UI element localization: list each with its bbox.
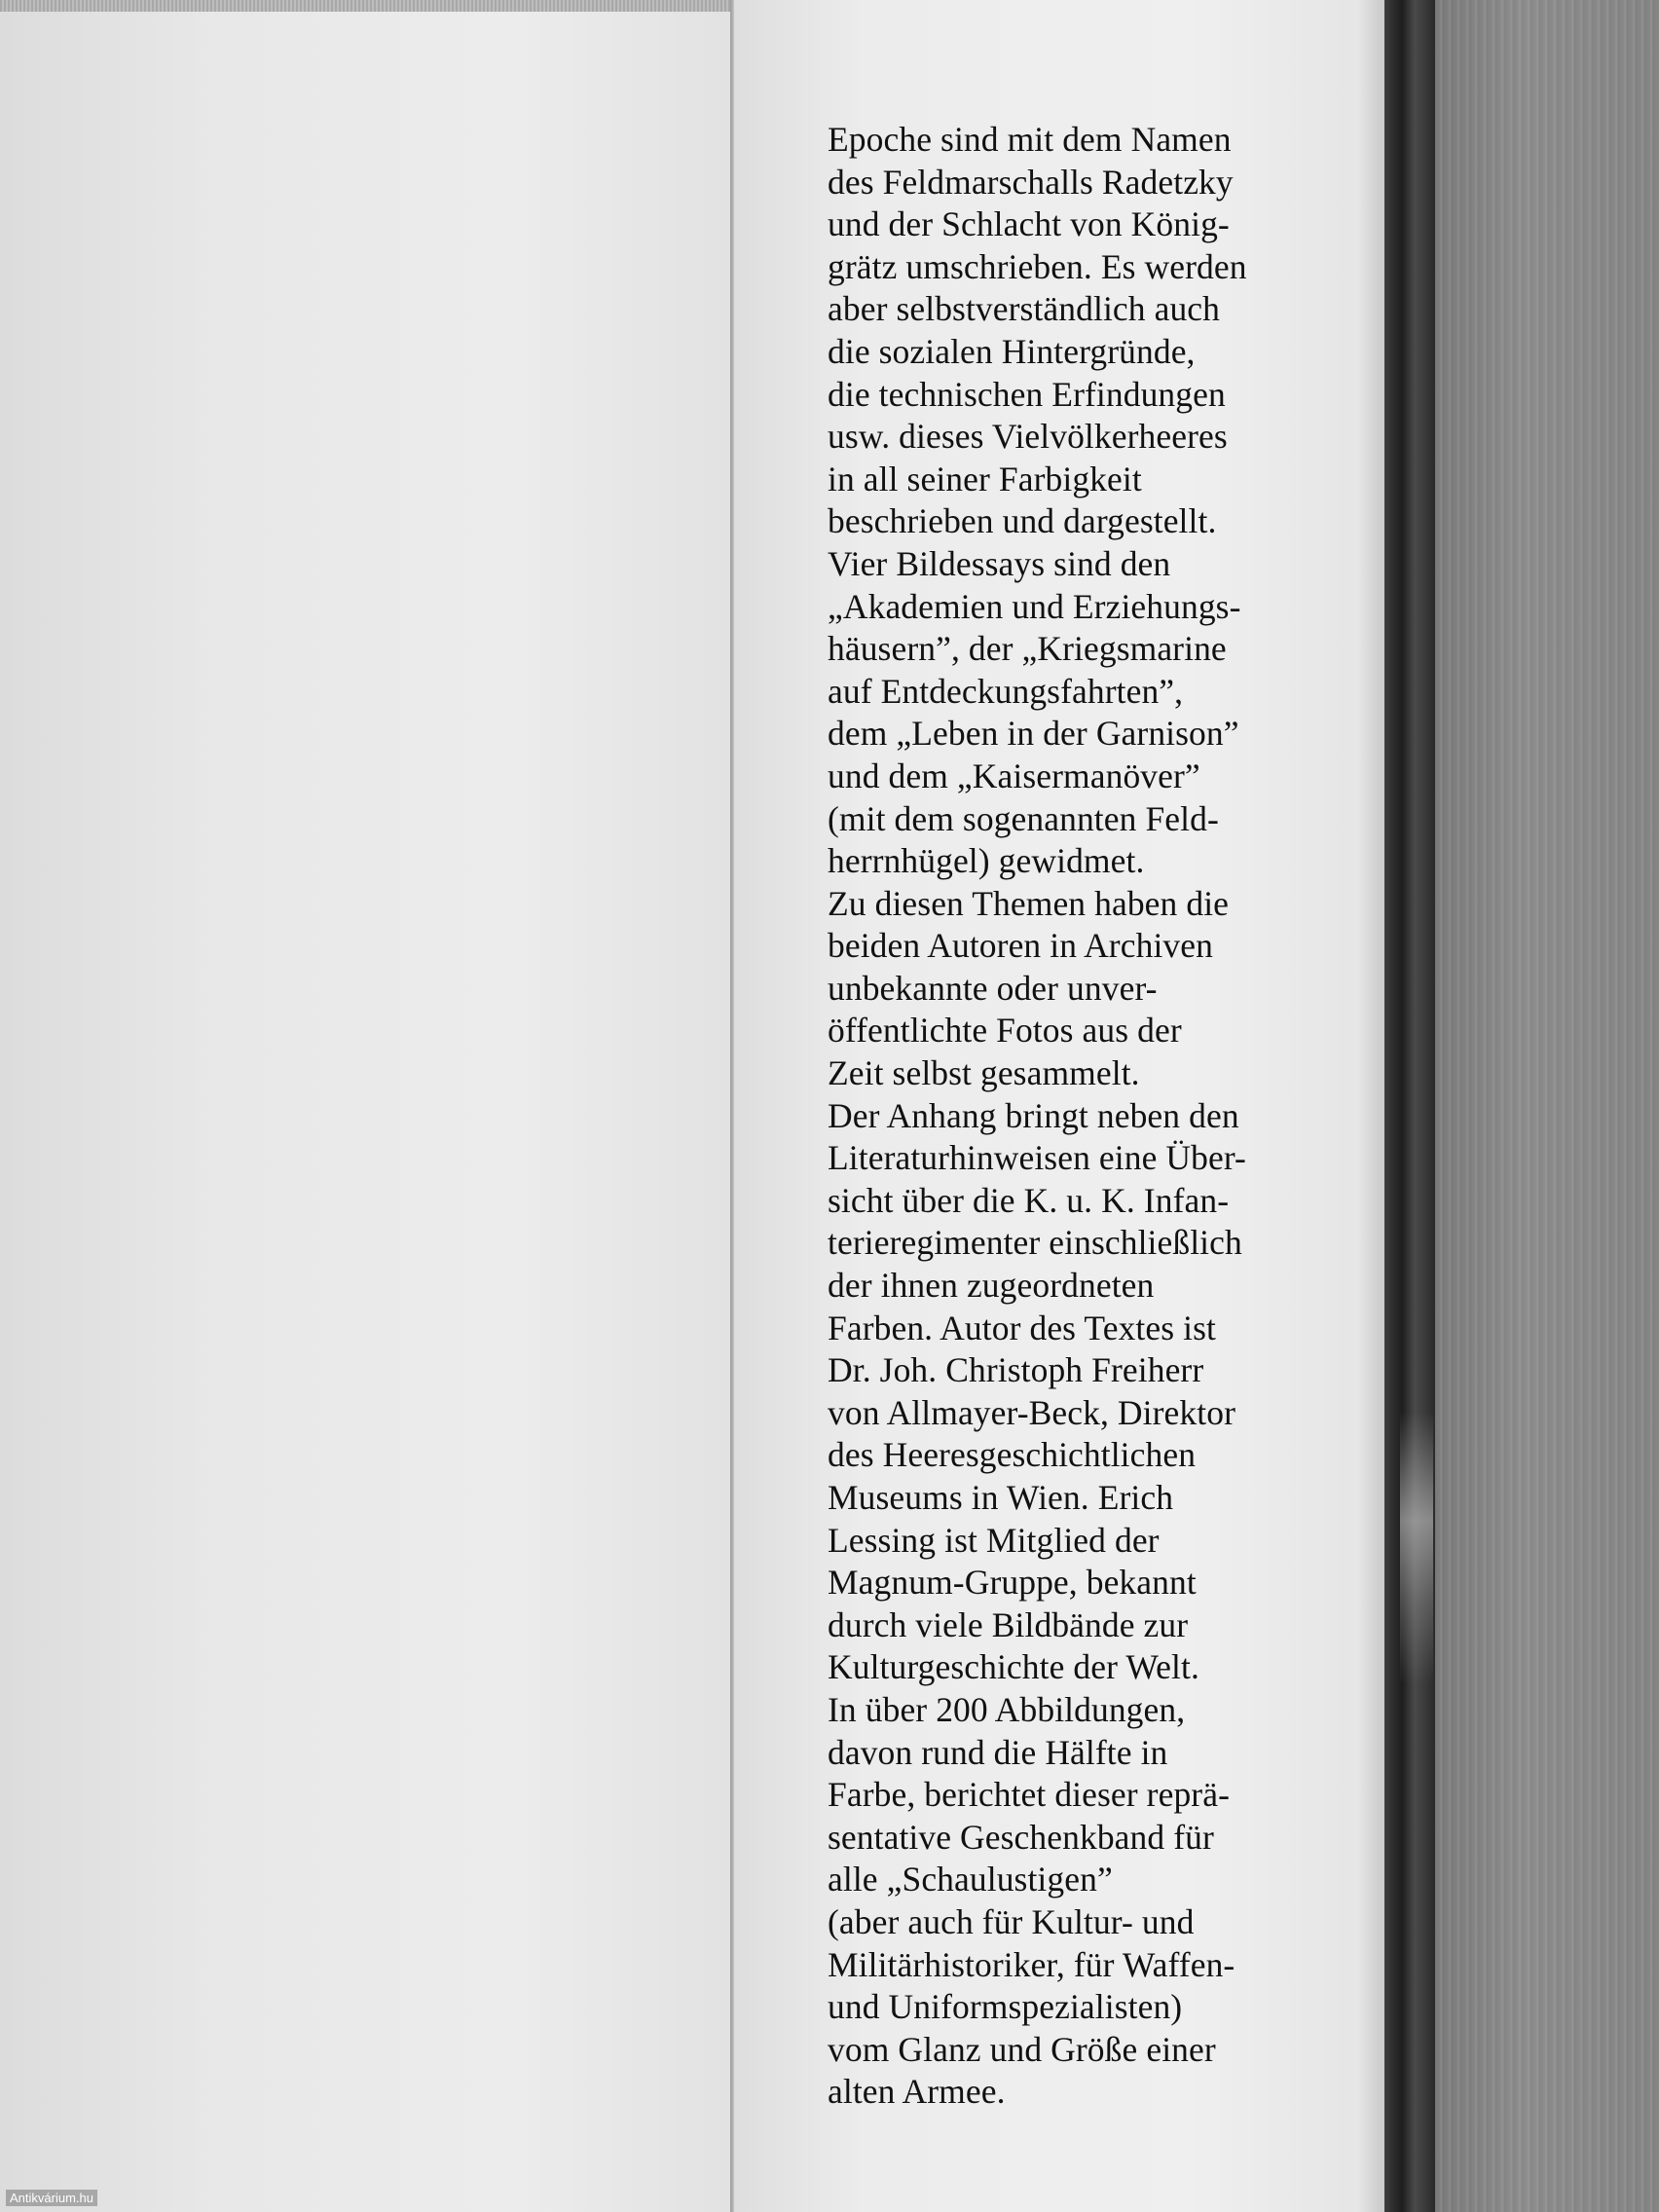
blurb-line: Farbe, berichtet dieser reprä-: [828, 1775, 1231, 1815]
blurb-line: terieregimenter einschließlich: [828, 1223, 1242, 1263]
blurb-line: Vier Bildessays sind den: [828, 543, 1171, 583]
blurb-line: die sozialen Hintergründe,: [828, 331, 1196, 371]
blurb-line: sicht über die K. u. K. Infan-: [828, 1180, 1230, 1220]
blurb-line: Zeit selbst gesammelt.: [828, 1053, 1140, 1093]
blurb-line: des Heeresgeschichtlichen: [828, 1435, 1197, 1475]
blurb-line: davon rund die Hälfte in: [828, 1732, 1168, 1772]
blurb-line: Magnum-Gruppe, bekannt: [828, 1563, 1197, 1603]
blurb-line: des Feldmarschalls Radetzky: [828, 162, 1234, 202]
blurb-line: (mit dem sogenannten Feld-: [828, 798, 1219, 838]
blurb-line: und der Schlacht von König-: [828, 204, 1230, 244]
blurb-line: und dem „Kaisermanöver”: [828, 756, 1200, 795]
blurb-line: durch viele Bildbände zur: [828, 1604, 1189, 1644]
blurb-line: „Akademien und Erziehungs-: [828, 586, 1241, 626]
blurb-text-column: [828, 119, 1334, 2114]
spine-highlight: [1400, 1412, 1433, 1684]
wooden-surface: [1431, 0, 1659, 2212]
blurb-line: Museums in Wien. Erich: [828, 1478, 1174, 1517]
blurb-line: sentative Geschenkband für: [828, 1817, 1214, 1857]
blurb-line: beiden Autoren in Archiven: [828, 926, 1213, 966]
blurb-line: herrnhügel) gewidmet.: [828, 841, 1145, 881]
blurb-line: Dr. Joh. Christoph Freiherr: [828, 1350, 1204, 1390]
blurb-line: Farben. Autor des Textes ist: [828, 1308, 1216, 1347]
watermark-text: Antikvárium.hu: [6, 2190, 97, 2206]
blurb-line: Kulturgeschichte der Welt.: [828, 1647, 1199, 1687]
book-spine: [1384, 0, 1435, 2212]
blurb-line: die technischen Erfindungen: [828, 374, 1226, 414]
blurb-line: von Allmayer-Beck, Direktor: [828, 1392, 1235, 1432]
blurb-line: (aber auch für Kultur- und: [828, 1901, 1195, 1941]
blurb-line: Literaturhinweisen eine Über-: [828, 1138, 1246, 1178]
blurb-line: häusern”, der „Kriegsmarine: [828, 629, 1227, 669]
right-page-edge-shadow: [1358, 0, 1384, 2212]
blurb-line: der ihnen zugeordneten: [828, 1266, 1155, 1306]
blurb-line: Epoche sind mit dem Namen: [828, 120, 1232, 159]
blurb-line: Militärhistoriker, für Waffen-: [828, 1944, 1235, 1984]
blurb-line: dem „Leben in der Garnison”: [828, 714, 1239, 754]
blurb-line: alten Armee.: [828, 2072, 1006, 2112]
blurb-line: in all seiner Farbigkeit: [828, 459, 1142, 498]
blurb-line: unbekannte oder unver-: [828, 968, 1158, 1008]
blurb-line: beschrieben und dargestellt.: [828, 501, 1217, 541]
blurb-line: öffentlichte Fotos aus der: [828, 1011, 1182, 1051]
blurb-line: alle „Schaulustigen”: [828, 1860, 1113, 1899]
blurb-line: und Uniformspezialisten): [828, 1987, 1183, 2027]
blurb-line: In über 200 Abbildungen,: [828, 1689, 1186, 1729]
left-flap-page: [0, 0, 732, 2212]
blurb-line: Zu diesen Themen haben die: [828, 883, 1230, 923]
blurb-line: aber selbstverständlich auch: [828, 289, 1221, 329]
blurb-line: vom Glanz und Größe einer: [828, 2029, 1216, 2069]
left-page-top-edge: [0, 0, 732, 12]
blurb-line: grätz umschrieben. Es werden: [828, 246, 1247, 286]
blurb-line: Der Anhang bringt neben den: [828, 1095, 1239, 1135]
blurb-line: Lessing ist Mitglied der: [828, 1520, 1160, 1560]
blurb-line: auf Entdeckungsfahrten”,: [828, 671, 1184, 711]
blurb-line: usw. dieses Vielvölkerheeres: [828, 417, 1228, 457]
